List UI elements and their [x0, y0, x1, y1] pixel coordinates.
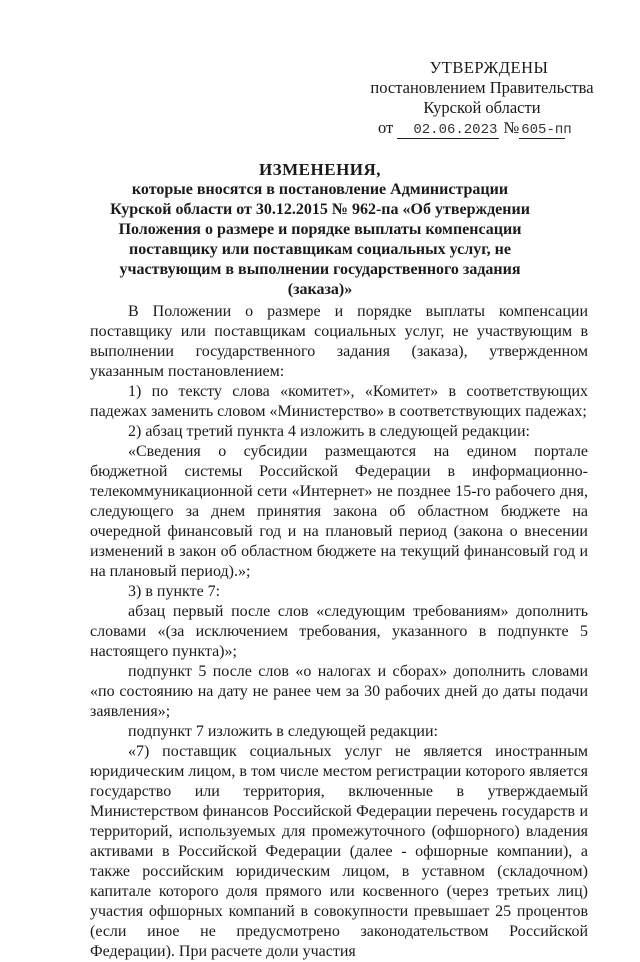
- paragraph-7: подпункт 5 после слов «о налогах и сборах» дополнить словами «по состоянию на дату не ранее чем за 30 рабочих дней до даты подачи заявления»;: [90, 663, 588, 720]
- number-value: 605-пп: [521, 122, 572, 138]
- paragraph-6: абзац первый после слов «следующим требованиям» дополнить словами «(за исключением требования, указанного в подпункте 5 настоящего пункта)»;: [90, 603, 588, 660]
- number-prefix: №: [503, 118, 520, 137]
- heading-subtitle: которые вносятся в постановление Администрации Курской области от 30.12.2015 № 962-па «Об утверждении Положения о размере и порядке выплаты компенсации поставщику или поставщикам социальных услуг, не участвующим в выполнении государственного задания (заказа)»: [110, 181, 530, 298]
- paragraph-5: 3) в пункте 7:: [128, 583, 221, 600]
- heading-title: ИЗМЕНЕНИЯ,: [258, 160, 382, 179]
- paragraph-9: «7) поставщик социальных услуг не является иностранным юридическим лицом, в том числе местом регистрации которого является государство или территория, включенные в утверждаемый Министерством финансов Российской Федерации перечень государств и территорий, используемых для промежуточного (офшорного) владения активами в Российской Федерации (далее - офшорные компании), а также российским юридическим лицом, в уставном (складочном) капитале которого доля прямого или косвенного (через третьих лиц) участия офшорных компаний в совокупности превышает 25 процентов (если иное не предусмотрено законодательством Российской Федерации). При расчете доли участия: [90, 743, 588, 960]
- paragraph-3: 2) абзац третий пункта 4 изложить в следующей редакции:: [128, 423, 530, 440]
- paragraph-4: «Сведения о субсидии размещаются на едином портале бюджетной системы Российской Федерации в информационно-телекоммуникационной сети «Интернет» не позднее 15-го рабочего дня, следующего за днем принятия закона об областном бюджете на очередной финансовый год и на плановый период (закона о внесении изменений в закон об областном бюджете на текущий финансовый год и на плановый период).»;: [90, 443, 588, 580]
- approval-title: УТВЕРЖДЕНЫ: [429, 58, 549, 77]
- approval-line-1: постановлением Правительства: [370, 78, 594, 97]
- approval-line-2: Курской области: [423, 98, 541, 117]
- number-field: [519, 120, 572, 139]
- paragraph-1: В Положении о размере и порядке выплаты компенсации поставщику или поставщикам социальных услуг, не участвующим в выполнении государственного задания (заказа), утвержденном указанным постановлением:: [90, 303, 588, 380]
- paragraph-8: подпункт 7 изложить в следующей редакции:: [128, 723, 438, 740]
- approval-block: [360, 58, 600, 139]
- date-prefix: от: [378, 118, 394, 137]
- date-value: 02.06.2023: [413, 122, 498, 138]
- paragraph-2: 1) по тексту слова «комитет», «Комитет» в соответствующих падежах заменить словом «Министерство» в соответствующих падежах;: [90, 383, 588, 420]
- date-field: [397, 120, 499, 139]
- document-body: [90, 302, 588, 962]
- document-heading: [100, 160, 540, 300]
- approval-date-row: [378, 118, 600, 139]
